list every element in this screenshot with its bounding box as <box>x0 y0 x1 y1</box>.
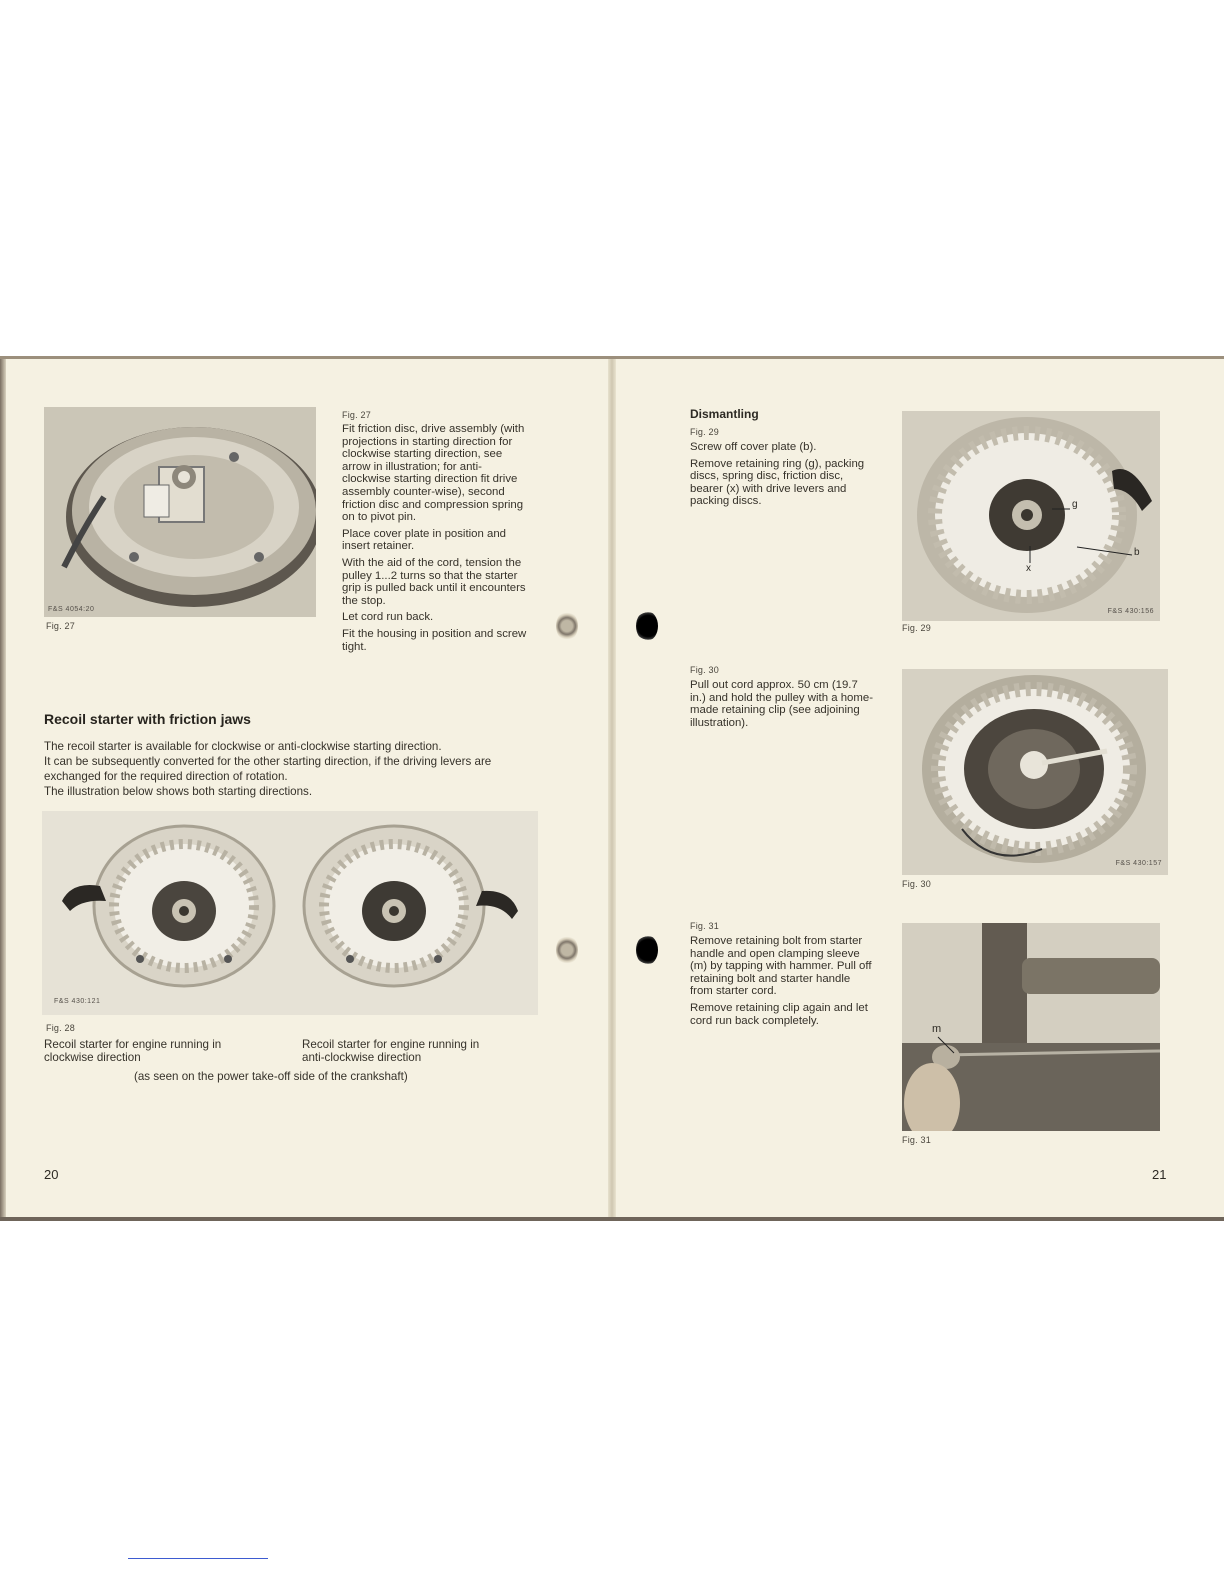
binding-hole <box>636 935 658 965</box>
callout-m: m <box>932 1023 942 1035</box>
fig27-paragraph: Place cover plate in position and insert retainer. <box>342 527 507 553</box>
fig31-photo <box>902 923 1160 1131</box>
fig29-photo-code: F&S 430:156 <box>1107 608 1154 615</box>
fig27-label: Fig. 27 <box>342 410 371 420</box>
binding-hole <box>556 935 578 965</box>
fig28-left-caption: Recoil starter for engine running in clockwise direction <box>44 1038 222 1064</box>
fig29-label: Fig. 29 <box>690 427 719 437</box>
binding-hole <box>556 611 578 641</box>
fig30-photo-code: F&S 430:157 <box>1115 860 1162 867</box>
fig28-photo <box>42 811 538 1015</box>
starter-cover-image <box>902 411 1160 621</box>
fig27-paragraph: Fit the housing in position and screw tight. <box>342 627 527 653</box>
fig29-text <box>690 441 876 512</box>
page-number-right: 21 <box>1152 1167 1167 1182</box>
book-spine <box>608 359 616 1217</box>
fig30-photo <box>902 669 1168 875</box>
fig27-paragraph: With the aid of the cord, tension the pulley 1...2 turns so that the starter grip is pulled back until it encounters the stop. <box>342 556 526 607</box>
fig27-caption: Fig. 27 <box>46 621 75 631</box>
callout-g: g <box>1072 499 1078 510</box>
recoil-starter-housing-image <box>44 407 316 617</box>
binding-hole <box>636 611 658 641</box>
callout-b: b <box>1134 547 1140 558</box>
fig27-paragraph: Fit friction disc, drive assembly (with projections in starting direction for clockwise starting direction, see arrow in illustration; for anti-clockwise starting direction fit drive assembly counter-wise), second friction disc and compression spring on to pivot pin. <box>342 423 525 524</box>
book-spread <box>0 356 1224 1221</box>
fig31-text <box>690 935 876 1031</box>
fig28-right-caption: Recoil starter for engine running in anti-clockwise direction <box>302 1038 480 1064</box>
fig30-text <box>690 679 876 733</box>
fig28-note: (as seen on the power take-off side of the crankshaft) <box>134 1070 408 1083</box>
fig27-text <box>342 423 528 657</box>
intro-line: It can be subsequently converted for the other starting direction, if the driving levers are exchanged for the required direction of rotation. <box>44 755 492 783</box>
intro-line: The recoil starter is available for clockwise or anti-clockwise starting direction. <box>44 740 442 753</box>
fig28-photo-code: F&S 430:121 <box>54 998 101 1005</box>
dismantling-heading: Dismantling <box>690 407 759 421</box>
section-intro <box>44 739 530 799</box>
two-recoil-starters-image <box>42 811 538 1015</box>
fig27-photo <box>44 407 316 617</box>
fig27-paragraph: Let cord run back. <box>342 611 434 624</box>
fig29-photo <box>902 411 1160 621</box>
callout-x: x <box>1026 563 1031 574</box>
fig29-paragraph: Screw off cover plate (b). <box>690 441 817 453</box>
page-number-left: 20 <box>44 1167 59 1182</box>
fig28-caption: Fig. 28 <box>46 1023 75 1033</box>
fig30-paragraph: Pull out cord approx. 50 cm (19.7 in.) and hold the pulley with a home-made retaining clip (see adjoining illustration). <box>690 679 873 729</box>
fig30-label: Fig. 30 <box>690 665 719 675</box>
fig31-label: Fig. 31 <box>690 921 719 931</box>
page-edge <box>0 359 6 1217</box>
fig29-caption: Fig. 29 <box>902 623 931 633</box>
fig29-paragraph: Remove retaining ring (g), packing discs, spring disc, friction disc, bearer (x) with drive levers and packing discs. <box>690 457 865 508</box>
fig31-paragraph: Remove retaining bolt from starter handle and open clamping sleeve (m) by tapping with hammer. Pull off retaining bolt and starter handle from starter cord. <box>690 935 872 998</box>
fig31-paragraph: Remove retaining clip again and let cord run back completely. <box>690 1001 868 1027</box>
section-heading: Recoil starter with friction jaws <box>44 711 251 727</box>
fig30-caption: Fig. 30 <box>902 879 931 889</box>
fig31-caption: Fig. 31 <box>902 1135 931 1145</box>
pulley-with-clip-image <box>902 669 1168 875</box>
link-underline <box>128 1558 268 1559</box>
fig27-photo-code: F&S 4054:20 <box>48 606 95 613</box>
intro-line: The illustration below shows both starting directions. <box>44 785 313 798</box>
